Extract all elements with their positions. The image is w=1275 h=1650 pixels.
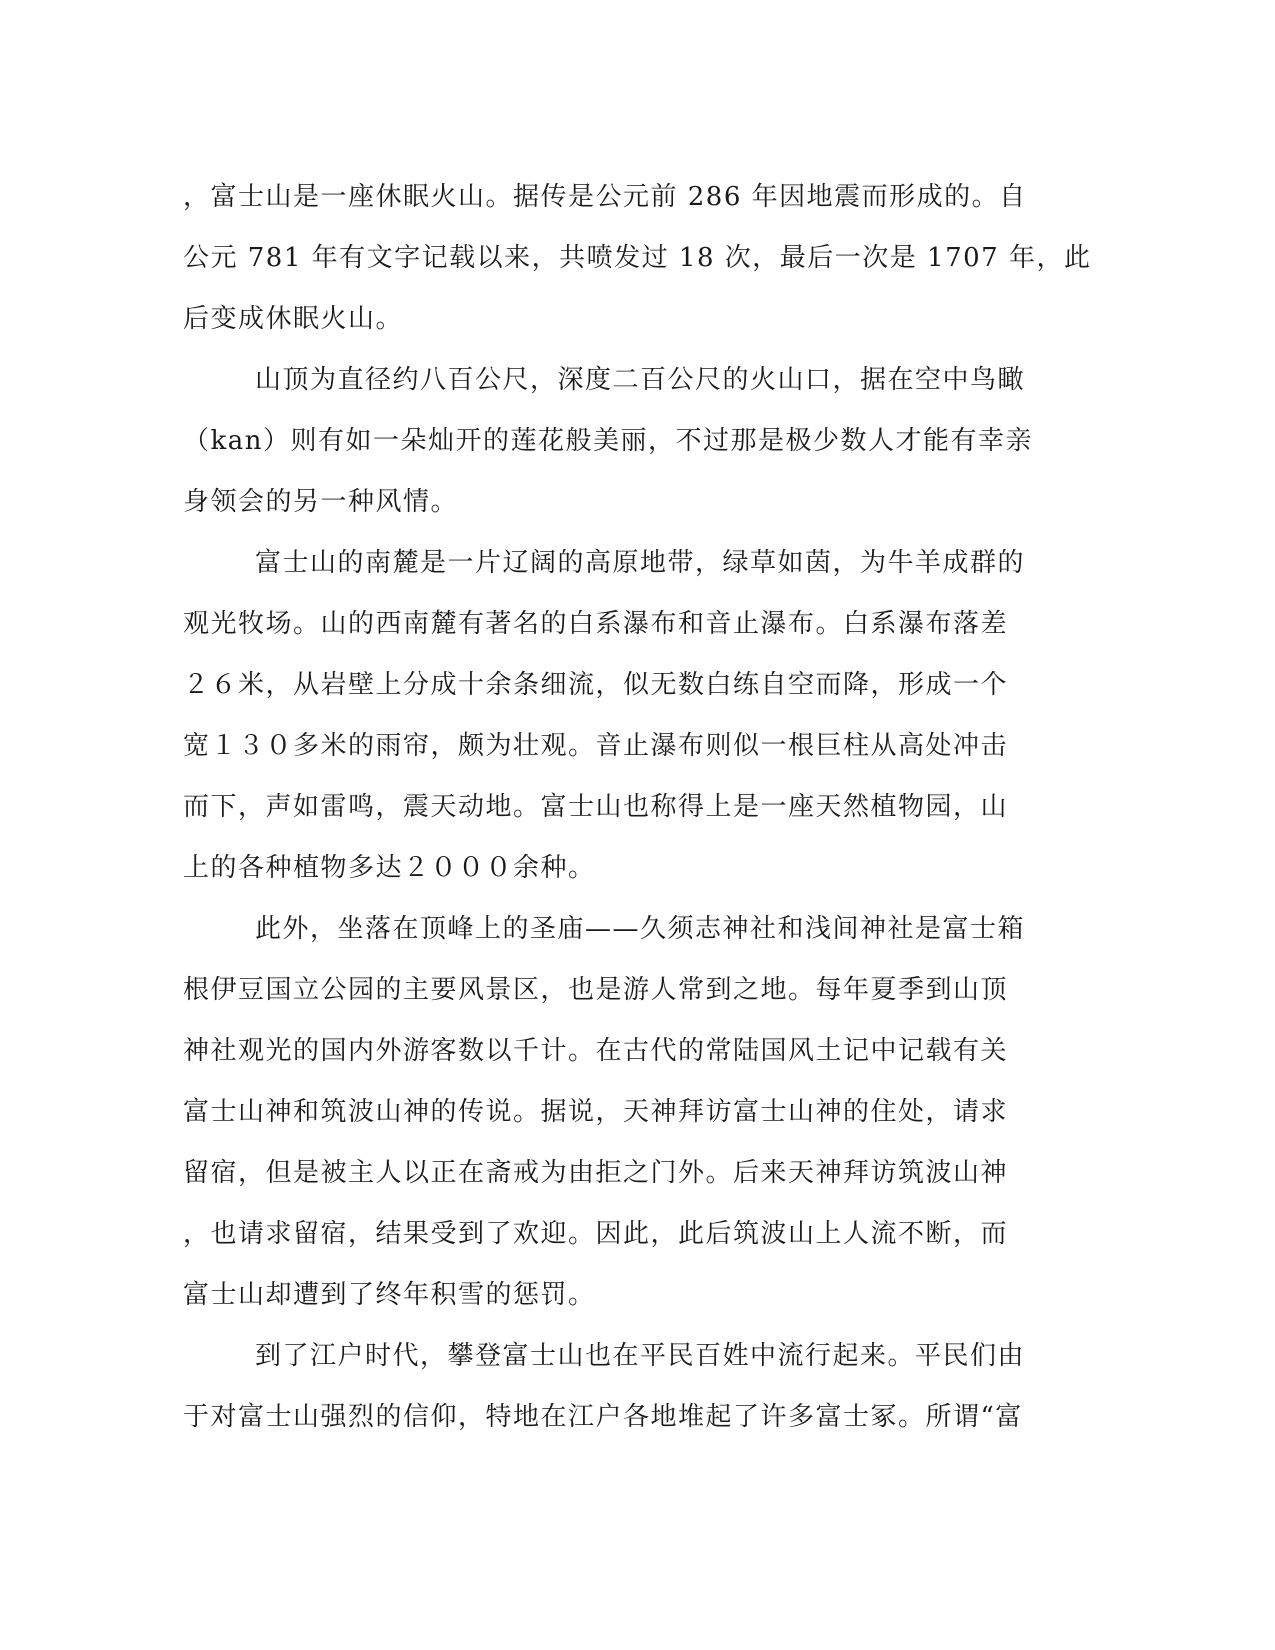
text-line: 富士山神和筑波山神的传说。据说，天神拜访富士山神的住处，请求 [183,1097,1009,1127]
text-line: 而下，声如雷鸣，震天动地。富士山也称得上是一座天然植物园，山 [183,792,1009,822]
text-line: 留宿，但是被主人以正在斋戒为由拒之门外。后来天神拜访筑波山神 [183,1158,1009,1188]
text-line: 富士山的南麓是一片辽阔的高原地带，绿草如茵，为牛羊成群的 [255,548,1026,578]
text-line: ，富士山是一座休眠火山。据传是公元前 286 年因地震而形成的。自 [183,182,1027,212]
text-line: ２６米，从岩壁上分成十余条细流，似无数白练自空而降，形成一个 [183,670,1009,700]
text-line: （kan）则有如一朵灿开的莲花般美丽，不过那是极少数人才能有幸亲 [183,426,1034,456]
text-line: ，也请求留宿，结果受到了欢迎。因此，此后筑波山上人流不断，而 [183,1219,1009,1249]
text-line: 观光牧场。山的西南麓有著名的白系瀑布和音止瀑布。白系瀑布落差 [183,609,1009,639]
text-line: 山顶为直径约八百公尺，深度二百公尺的火山口，据在空中鸟瞰 [255,365,1026,395]
text-line: 公元 781 年有文字记载以来，共喷发过 18 次，最后一次是 1707 年，此 [183,243,1092,273]
text-line: 到了江户时代，攀登富士山也在平民百姓中流行起来。平民们由 [255,1341,1026,1371]
text-line: 此外，坐落在顶峰上的圣庙——久须志神社和浅间神社是富士箱 [255,914,1026,944]
text-line: 富士山却遭到了终年积雪的惩罚。 [183,1280,596,1310]
text-line: 于对富士山强烈的信仰，特地在江户各地堆起了许多富士冢。所谓“富 [183,1402,1023,1432]
text-line: 后变成休眠火山。 [183,304,404,334]
text-line: 上的各种植物多达２０００余种。 [183,853,596,883]
text-line: 宽１３０多米的雨帘，颇为壮观。音止瀑布则似一根巨柱从高处冲击 [183,731,1009,761]
text-line: 身领会的另一种风情。 [183,487,459,517]
text-line: 神社观光的国内外游客数以千计。在古代的常陆国风土记中记载有关 [183,1036,1009,1066]
text-line: 根伊豆国立公园的主要风景区，也是游人常到之地。每年夏季到山顶 [183,975,1009,1005]
body-text [183,170,1092,1451]
